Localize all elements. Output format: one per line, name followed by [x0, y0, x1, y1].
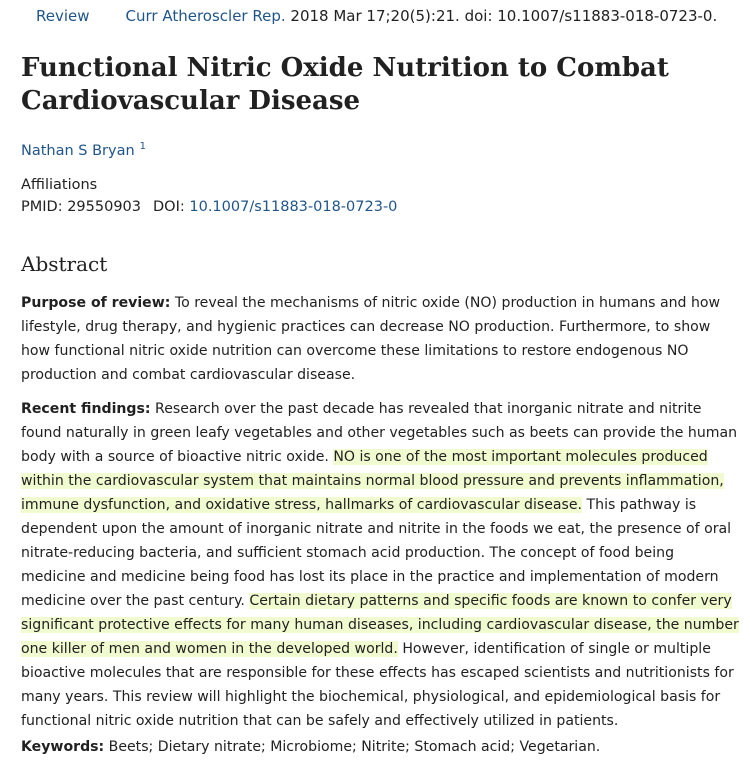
pmid-label: PMID:	[21, 199, 68, 215]
keywords-label: Keywords:	[21, 739, 105, 755]
highlighted-sentence-1: NO is one of the most important molecules produced within the cardiovascular system that maintains normal blood pressure and prevents inflammation, immune dysfunction, and oxidative stress, hallmarks of cardiovascular disease.	[21, 449, 724, 513]
abstract-body	[21, 291, 739, 743]
abstract-heading: Abstract	[21, 252, 108, 276]
journal-link[interactable]: Curr Atheroscler Rep.	[125, 7, 286, 25]
citation-details: 2018 Mar 17;20(5):21. doi: 10.1007/s11883-018-0723-0.	[285, 7, 718, 25]
purpose-paragraph	[21, 291, 739, 387]
keywords-text: Beets; Dietary nitrate; Microbiome; Nitrite; Stomach acid; Vegetarian.	[104, 739, 601, 755]
doi-label: DOI:	[153, 199, 190, 215]
highlighted-sentence-2: Certain dietary patterns and specific foods are known to confer very significant protective effects for many human diseases, including cardiovascular disease, the number one killer of men and women in the developed world.	[21, 593, 739, 657]
pmid-value: 29550903	[67, 199, 142, 215]
findings-text-2: This pathway is dependent upon the amount of inorganic nitrate and nitrite in the foods we eat, the presence of oral nitrate-reducing bacteria, and sufficient stomach acid production. The concept of food being medicine and medicine being food has lost its place in the practice and implementation of modern medicine over the past century.	[21, 497, 732, 609]
purpose-label: Purpose of review:	[21, 295, 171, 311]
findings-label: Recent findings:	[21, 401, 151, 417]
citation-line	[36, 7, 717, 25]
article-title: Functional Nitric Oxide Nutrition to Combat Cardiovascular Disease	[21, 53, 669, 116]
findings-paragraph	[21, 397, 739, 733]
purpose-text: To reveal the mechanisms of nitric oxide (NO) production in humans and how lifestyle, drug therapy, and hygienic practices can decrease NO production. Furthermore, to show how functional nitric oxide nutrition can overcome these limitations to restore endogenous NO production and combat cardiovascular disease.	[21, 295, 721, 383]
author-link[interactable]: Nathan S Bryan	[21, 142, 135, 159]
author-list	[21, 141, 146, 159]
keywords-line	[21, 739, 600, 755]
affiliations-toggle[interactable]: Affiliations	[21, 177, 98, 193]
doi-link[interactable]: 10.1007/s11883-018-0723-0	[189, 199, 398, 215]
findings-text-3: However, identification of single or multiple bioactive molecules that are responsible for these effects has escaped scientists and nutritionists for many years. This review will highlight the biochemical, physiological, and epidemiological basis for functional nitric oxide nutrition that can be safely and effectively utilized in patients.	[21, 641, 734, 729]
affiliation-number-link[interactable]: 1	[139, 141, 147, 152]
article-identifiers	[21, 199, 397, 215]
findings-text-1: Research over the past decade has revealed that inorganic nitrate and nitrite found naturally in green leafy vegetables and other vegetables such as beets can provide the human body with a source of bioactive nitric oxide.	[21, 401, 738, 465]
publication-type-link[interactable]: Review	[36, 7, 90, 25]
